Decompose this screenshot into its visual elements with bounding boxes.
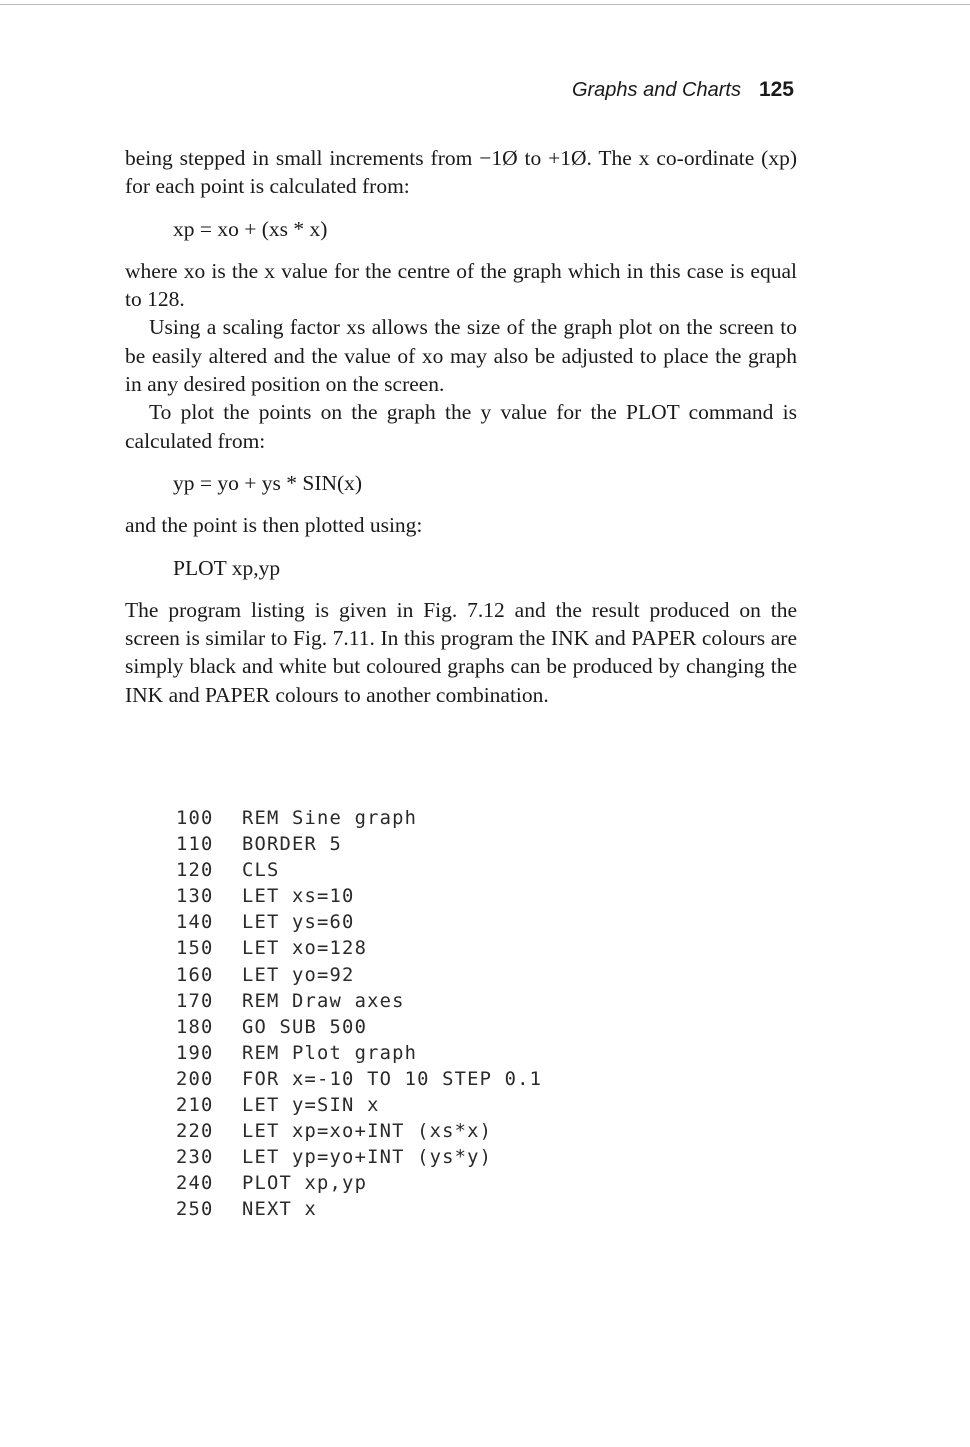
line-code: CLS: [242, 860, 280, 882]
running-head: [572, 78, 794, 102]
line-code: LET xp=xo+INT (xs*x): [242, 1121, 493, 1143]
listing-line: [176, 936, 542, 962]
paragraph: where xo is the x value for the centre of the graph which in this case is equal to 128.: [125, 258, 797, 312]
formula-xp: xp = xo + (xs * x): [173, 216, 328, 241]
line-number: 180: [176, 1016, 214, 1038]
line-number: 100: [176, 808, 214, 829]
line-code: NEXT x: [242, 1199, 318, 1221]
listing-line: [176, 858, 542, 884]
body-text: [125, 144, 797, 709]
listing-line: [176, 806, 542, 832]
listing-line: [176, 832, 542, 858]
line-code: REM Plot graph: [242, 1042, 418, 1064]
listing-line: [176, 1067, 542, 1093]
listing-line: [176, 1197, 542, 1223]
paragraph: The program listing is given in Fig. 7.12 and the result produced on the screen is similar to Fig. 7.11. In this program the INK and PAPER colours are simply black and white but coloured graphs can be produced by changing the INK and PAPER colours to another combination.: [125, 597, 797, 707]
section-title: Graphs and Charts: [571, 79, 741, 101]
listing-line: [176, 884, 542, 910]
listing-line: [176, 963, 542, 989]
line-number: 250: [176, 1199, 214, 1221]
line-code: PLOT xp,yp: [242, 1173, 368, 1195]
line-number: 210: [176, 1095, 214, 1117]
line-code: GO SUB 500: [242, 1016, 368, 1038]
formula-plot: PLOT xp,yp: [173, 555, 281, 580]
line-code: REM Draw axes: [242, 990, 405, 1012]
line-code: LET yp=yo+INT (ys*y): [242, 1147, 493, 1169]
line-code: BORDER 5: [242, 834, 343, 856]
listing-line: [176, 1041, 542, 1067]
line-code: LET ys=60: [242, 912, 355, 934]
program-listing: [176, 806, 542, 1224]
listing-line: [176, 910, 542, 936]
line-number: 230: [176, 1147, 214, 1169]
line-code: LET xo=128: [242, 938, 368, 960]
line-number: 120: [176, 860, 214, 882]
line-code: REM Sine graph: [242, 808, 418, 829]
listing-line: [176, 1171, 542, 1197]
listing-line: [176, 1145, 542, 1171]
line-number: 140: [176, 912, 214, 934]
line-code: FOR x=-10 TO 10 STEP 0.1: [242, 1068, 543, 1090]
listing-line: [176, 1093, 542, 1119]
line-number: 160: [176, 964, 214, 986]
line-number: 220: [176, 1121, 214, 1143]
paragraph: Using a scaling factor xs allows the size of the graph plot on the screen to be easily altered and the value of xo may also be adjusted to place the graph in any desired position on the screen.: [125, 315, 797, 397]
line-code: LET xs=10: [242, 886, 355, 908]
paragraph: being stepped in small increments from −1Ø to +1Ø. The x co-ordinate (xp) for each point is calculated from:: [125, 146, 797, 199]
line-number: 150: [176, 938, 214, 960]
page-number: 125: [758, 78, 794, 101]
line-code: LET y=SIN x: [242, 1095, 380, 1117]
top-rule: [0, 4, 970, 5]
line-number: 240: [176, 1173, 214, 1195]
line-number: 130: [176, 886, 214, 908]
paragraph: and the point is then plotted using:: [125, 513, 423, 538]
line-number: 110: [176, 834, 214, 856]
line-number: 190: [176, 1042, 214, 1064]
listing-line: [176, 989, 542, 1015]
listing-line: [176, 1119, 542, 1145]
formula-yp: yp = yo + ys * SIN(x): [173, 470, 363, 495]
paragraph: To plot the points on the graph the y value for the PLOT command is calculated from:: [125, 400, 797, 453]
line-number: 200: [176, 1068, 214, 1090]
line-code: LET yo=92: [242, 964, 355, 986]
listing-line: [176, 1015, 542, 1041]
line-number: 170: [176, 990, 214, 1012]
